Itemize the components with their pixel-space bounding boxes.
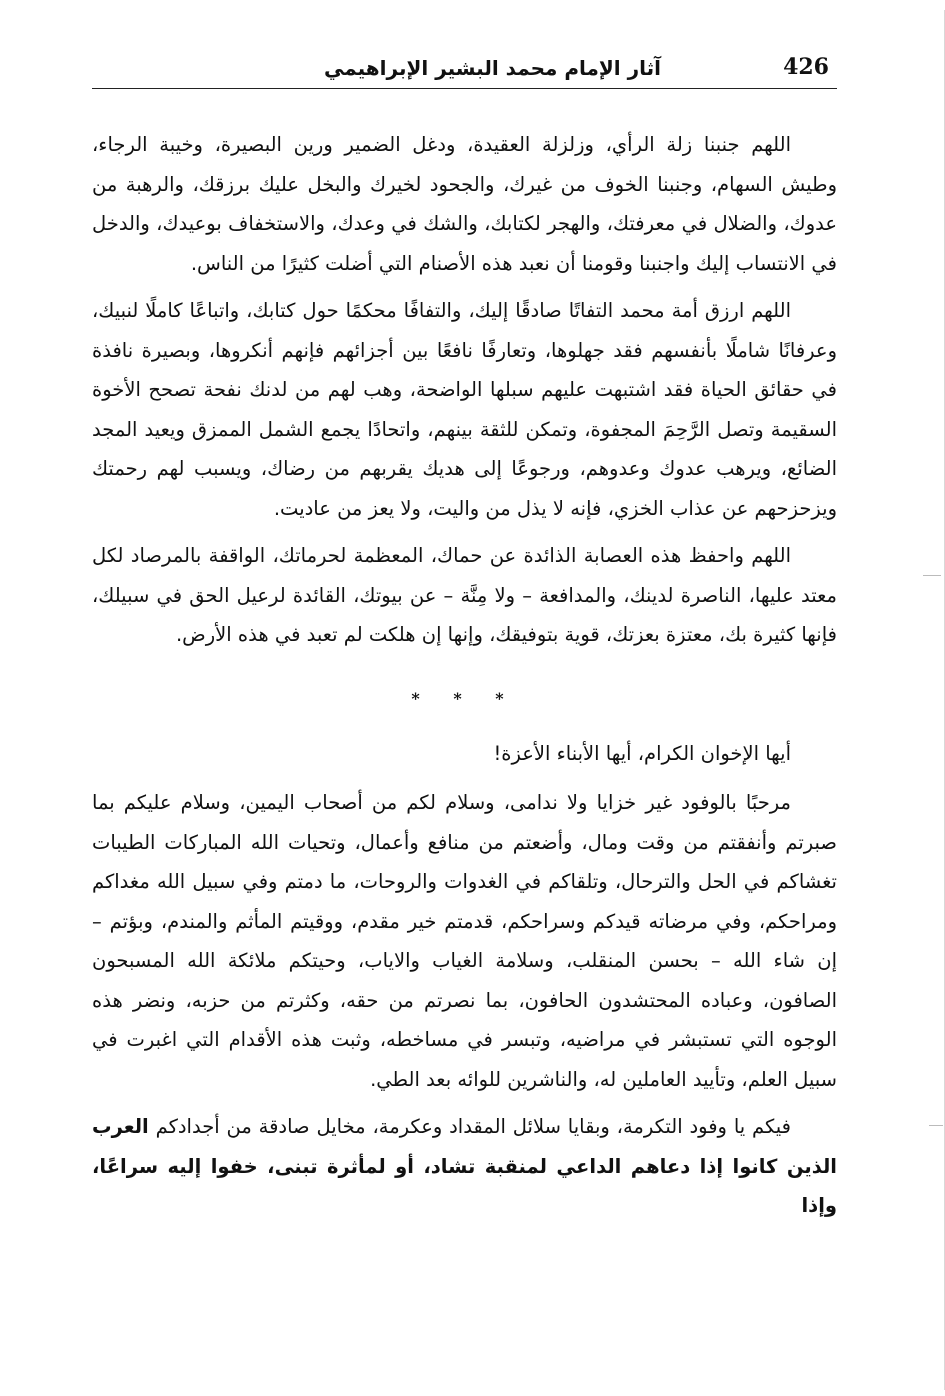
section-separator: * * * (411, 688, 518, 708)
address-line: أيها الإخوان الكرام، أيها الأبناء الأعزة! (493, 741, 791, 765)
paragraph-bold-text: العرب الذين كانوا إذا دعاهم الداعي لمنقبة تشاد، أو لمأثرة تبنى، خفوا إليه سراعًا، وإذا (92, 1115, 837, 1217)
page-number: 426 (783, 54, 829, 80)
paragraph: اللهم جنبنا زلة الرأي، وزلزلة العقيدة، ودغل الضمير ورين البصيرة، وخيبة الرجاء، وطيش السهام، وجنبنا الخوف من غيرك، والجحود لخيرك والبخل عليك برزقك، والرهبة من عدوك، والضلال في معرفتك، والهجر لكتابك، والشك في وعدك، والاستخفاف بوعيدك، والدخل في الانتساب إليك واجنبنا وقومنا أن نعبد هذه الأصنام التي أضلت كثيرًا من الناس. (92, 133, 837, 275)
running-header (92, 48, 837, 89)
paragraph: اللهم ارزق أمة محمد التفاتًا صادقًا إليك، والتفافًا محكمًا حول كتابك، واتباعًا كاملًا لنبيك، وعرفانًا شاملًا بأنفسهم فقد جهلوها، وتعارفًا نافعًا بين أجزائهم فإنهم أنكروها، وبصيرة نافذة في حقائق الحياة فقد اشتبهت عليهم سبلها الواضحة، وهب لهم من لدنك نفحة تصحح الأخوة السقيمة وتصل الرَّحِمَ المجفوة، وتمكن للثقة بينهم، واتحادًا يجمع الشمل الممزق ويعيد المجد الضائع، ويرهب عدوك وعدوهم، ورجوعًا إلى هديك يقربهم من رضاك، ويسبب لهم رحمتك ويزحزحهم عن عذاب الخزي، فإنه لا يذل من واليت، ولا يعز من عاديت. (92, 299, 837, 520)
paragraph-last (92, 1107, 837, 1226)
book-title: آثار الإمام محمد البشير الإبراهيمي (324, 56, 662, 80)
scan-artifact-tick (923, 575, 941, 576)
body-text (92, 125, 837, 1226)
paragraph: مرحبًا بالوفود غير خزايا ولا ندامى، وسلام لكم من أصحاب اليمين، وسلام عليكم بما صبرتم وأنفقتم من وقت ومال، وأضعتم من منافع وأعمال، وتحيات الله المباركات الطيبات تغشاكم في الحل والترحال، وتلقاكم في الغدوات والروحات، ما دمتم وفي سبيل الله مغداكم ومراحكم، وفي مرضاته قيدكم وسراحكم، قدمتم خير مقدم، ووقيتم المأثم والمندم، وبؤتم – إن شاء الله – بحسن المنقلب، وسلامة الغياب والاياب، وحيتكم ملائكة الله المسبحون الصافون، وعباده المحتشدون الحافون، بما نصرتم من حقه، وكثرتم من حزبه، ونضر هذه الوجوه التي تستبشر في مراضيه، وتبسر في مساخطه، وثبت هذه الأقدام التي اغبرت في سبيل العلم، وتأييد العاملين له، والناشرين للوائه بعد الطي. (92, 791, 837, 1091)
scan-artifact-tick (929, 1125, 943, 1126)
paragraph: اللهم واحفظ هذه العصابة الذائدة عن حماك، المعظمة لحرماتك، الواقفة بالمرصاد لكل معتد عليها، الناصرة لدينك، والمدافعة – ولا مِنَّة – عن بيوتك، القائدة لرعيل الحق في سبيلك، فإنها كثيرة بك، معتزة بعزتك، قوية بتوفيقك، وإنها إن هلكت لم تعبد في هذه الأرض. (92, 544, 837, 646)
paragraph-text: فيكم يا وفود التكرمة، وبقايا سلائل المقداد وعكرمة، مخايل صادقة من أجدادكم (148, 1115, 791, 1138)
document-page (92, 48, 837, 1234)
